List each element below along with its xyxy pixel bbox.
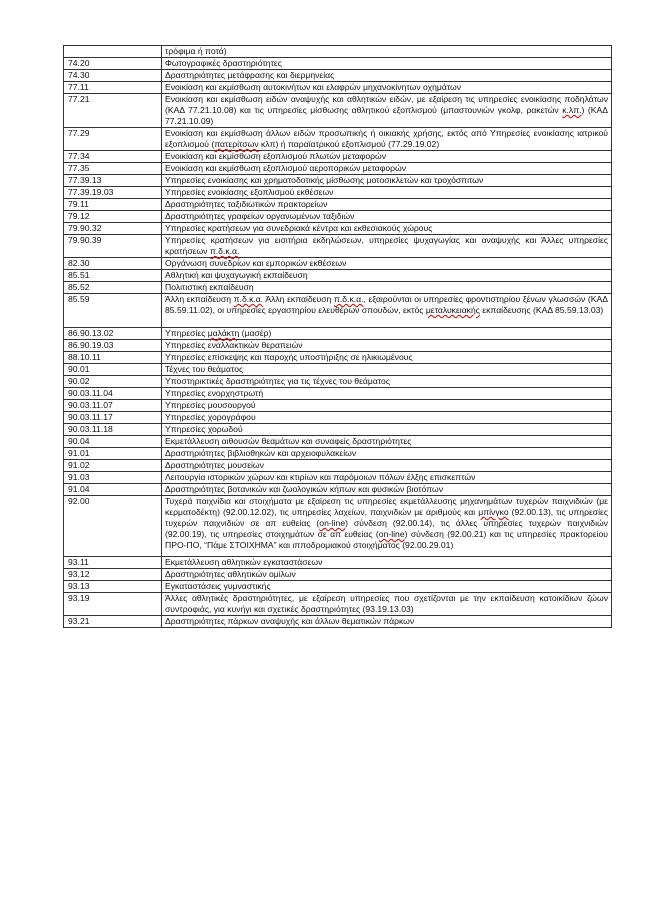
activity-description-cell: [162, 484, 612, 496]
spellcheck-flagged-text: π.δ.κ.α.: [333, 294, 364, 304]
table-row: [64, 436, 612, 448]
table-row: [64, 472, 612, 484]
activity-code-cell: 85.59: [64, 294, 162, 328]
activity-code-cell: 90.04: [64, 436, 162, 448]
table-body: [64, 46, 612, 628]
table-row: [64, 496, 612, 557]
activity-code-cell: 93.12: [64, 569, 162, 581]
table-row: [64, 258, 612, 270]
table-row: [64, 270, 612, 282]
activity-description-cell: [162, 187, 612, 199]
table-row: [64, 364, 612, 376]
activity-code-cell: 85.52: [64, 282, 162, 294]
activity-code-cell: 79.90.32: [64, 223, 162, 235]
description-text: Υπηρεσίες χορωδού: [165, 424, 243, 434]
activity-description-cell: [162, 175, 612, 187]
activity-description-cell: [162, 448, 612, 460]
activity-code-table: [63, 45, 612, 628]
activity-description-cell: [162, 328, 612, 340]
activity-description-cell: [162, 400, 612, 412]
description-text: Υπηρεσίες κρατήσεων για εισιτήρια εκδηλώσεων, υπηρεσίες ψυχαγωγίας και αναψυχής και Άλλες υπηρεσίες κρατήσεων: [165, 235, 608, 256]
description-text: Αθλητική και ψυχαγωγική εκπαίδευση: [165, 270, 308, 280]
activity-code-cell: 77.35: [64, 163, 162, 175]
description-text: Δραστηριότητες γραφείων οργανωμένων ταξιδιών: [165, 211, 355, 221]
table-row: [64, 340, 612, 352]
description-text: Υποστηρικτικές δραστηριότητες για τις τέχνες του θεάματος: [165, 376, 390, 386]
description-text: Δραστηριότητες αθλητικών ομίλων: [165, 569, 296, 579]
description-text: Υπηρεσίες κρατήσεων για συνεδριακά κέντρα και εκθεσιακούς χώρους: [165, 223, 433, 233]
activity-description-cell: [162, 211, 612, 223]
description-text: Τυχερά παιχνίδια και στοιχήματα με εξαίρεση τις υπηρεσίες εκμετάλλευσης μηχανημάτων τυχερών παιχνιδιών (με κερματοδέκτη) (92.00.12.02), τις υπηρεσίες λαχείων, παιχνιδιών με αριθμούς και: [165, 496, 608, 517]
activity-code-cell: 88.10.11: [64, 352, 162, 364]
activity-description-cell: [162, 364, 612, 376]
description-text: Δραστηριότητες βοτανικών και ζωολογικών κήπων και φυσικών βιοτόπων: [165, 484, 444, 494]
spellcheck-flagged-text: on-line: [319, 518, 346, 528]
activity-code-cell: 90.01: [64, 364, 162, 376]
activity-code-cell: 77.39.19.03: [64, 187, 162, 199]
activity-description-cell: [162, 294, 612, 328]
activity-description-cell: [162, 199, 612, 211]
table-row: [64, 163, 612, 175]
activity-code-cell: 90.03.11.07: [64, 400, 162, 412]
activity-description-cell: [162, 593, 612, 616]
description-text: ) σύνδεση (92.00.21) και τις υπηρεσίες πρακτορείου ΠΡΟ-ΠΟ, “Πάμε ΣΤΟΙΧΗΜΑ” και ιπποδρομιακού στοιχήματος (92.00.29.01): [165, 529, 608, 550]
description-text: εκπαίδευσης (ΚΑΔ 85.59.13.03): [479, 305, 604, 315]
table-row: [64, 151, 612, 163]
spellcheck-flagged-text: μαλάκτη: [207, 328, 240, 338]
spellcheck-flagged-text: κ.λπ.: [562, 105, 582, 115]
activity-description-cell: [162, 424, 612, 436]
activity-code-cell: 82.30: [64, 258, 162, 270]
table-row: [64, 388, 612, 400]
activity-description-cell: [162, 412, 612, 424]
description-text: ) σύνδεση (92.00.14), τις άλλες υπηρεσίες τυχερών παιχνιδιών (92.00.19), τις υπηρεσίες στοιχημάτων σε απ ευθείας (: [165, 518, 608, 539]
activity-code-cell: 90.03.11.18: [64, 424, 162, 436]
description-text: Εκμετάλλευση αθλητικών εγκαταστάσεων: [165, 557, 323, 567]
activity-code-cell: 77.34: [64, 151, 162, 163]
spellcheck-flagged-text: π.δ.κ.α.: [209, 246, 240, 256]
table-row: [64, 187, 612, 199]
activity-code-cell: 79.12: [64, 211, 162, 223]
description-text: Άλλη εκπαίδευση: [263, 294, 334, 304]
table-row: [64, 424, 612, 436]
activity-code-cell: 90.03.11.17: [64, 412, 162, 424]
description-text: ) (ΚΑΔ 77.21.10.09): [165, 105, 608, 126]
description-text: Υπηρεσίες ενοικίασης και χρηματοδοτικής μίσθωσης μοτοσικλετών και τροχόσπιτων: [165, 175, 484, 185]
description-text: Τέχνες του θεάματος: [165, 364, 244, 374]
spellcheck-flagged-text: π.δ.κ.α.: [233, 294, 264, 304]
table-row: [64, 328, 612, 340]
activity-description-cell: [162, 128, 612, 151]
activity-code-cell: 77.11: [64, 82, 162, 94]
description-text: Άλλη εκπαίδευση: [165, 294, 234, 304]
activity-description-cell: [162, 496, 612, 557]
activity-description-cell: [162, 163, 612, 175]
description-text: (92.00.13), τις υπηρεσίες τυχερών παιχνιδιών σε απ ευθείας (: [165, 507, 608, 528]
description-text: Υπηρεσίες ενορχηστρωτή: [165, 388, 264, 398]
activity-description-cell: [162, 151, 612, 163]
table-row: [64, 211, 612, 223]
table-row: [64, 46, 612, 58]
description-text: τρόφιμα ή ποτά): [165, 46, 227, 56]
activity-code-cell: 77.21: [64, 94, 162, 128]
activity-code-cell: 93.21: [64, 616, 162, 628]
activity-description-cell: [162, 569, 612, 581]
description-text: Υπηρεσίες χορογράφου: [165, 412, 256, 422]
activity-description-cell: [162, 557, 612, 569]
activity-code-cell: 91.02: [64, 460, 162, 472]
description-text: Ενοικίαση και εκμίσθωση αυτοκινήτων και ελαφρών μηχανοκίνητων οχημάτων: [165, 82, 462, 92]
activity-description-cell: [162, 258, 612, 270]
activity-code-cell: 77.39.13: [64, 175, 162, 187]
spellcheck-flagged-text: πατερίτσων: [214, 139, 259, 149]
activity-code-cell: 93.19: [64, 593, 162, 616]
activity-description-cell: [162, 94, 612, 128]
table-row: [64, 412, 612, 424]
activity-description-cell: [162, 82, 612, 94]
activity-description-cell: [162, 235, 612, 258]
activity-code-cell: [64, 46, 162, 58]
table-row: [64, 581, 612, 593]
activity-description-cell: [162, 388, 612, 400]
activity-description-cell: [162, 270, 612, 282]
table-row: [64, 593, 612, 616]
description-text: Υπηρεσίες εναλλακτικών θεραπειών: [165, 340, 303, 350]
activity-description-cell: [162, 340, 612, 352]
activity-description-cell: [162, 376, 612, 388]
activity-code-cell: 86.90.13.02: [64, 328, 162, 340]
activity-code-cell: 79.90.39: [64, 235, 162, 258]
description-text: Εγκαταστάσεις γυμναστικής: [165, 581, 271, 591]
table-row: [64, 460, 612, 472]
table-row: [64, 235, 612, 258]
table-row: [64, 294, 612, 328]
table-row: [64, 448, 612, 460]
activity-code-cell: 90.02: [64, 376, 162, 388]
description-text: Δραστηριότητες πάρκων αναψυχής και άλλων θεματικών πάρκων: [165, 616, 415, 626]
description-text: Δραστηριότητες μετάφρασης και διερμηνείας: [165, 70, 335, 80]
activity-description-cell: [162, 282, 612, 294]
table-row: [64, 557, 612, 569]
table-row: [64, 94, 612, 128]
activity-code-cell: 91.03: [64, 472, 162, 484]
description-text: Ενοικίαση και εκμίσθωση εξοπλισμού πλωτών μεταφορών: [165, 151, 387, 161]
activity-code-cell: 92.00: [64, 496, 162, 557]
table-row: [64, 199, 612, 211]
table-row: [64, 352, 612, 364]
description-text: Δραστηριότητες ταξιδιωτικών πρακτορείων: [165, 199, 328, 209]
table-row: [64, 282, 612, 294]
description-text: Φωτογραφικές δραστηριότητες: [165, 58, 282, 68]
table-row: [64, 175, 612, 187]
activity-description-cell: [162, 46, 612, 58]
description-text: Λειτουργία ιστορικών χώρων και κτιρίων και παρόμοιων πόλων έλξης επισκεπτών: [165, 472, 476, 482]
description-text: Δραστηριότητες μουσείων: [165, 460, 264, 470]
description-text: (μασέρ): [239, 328, 272, 338]
description-text: Υπηρεσίες ενοικίασης εξοπλισμού εκθέσεων: [165, 187, 334, 197]
description-text: Πολιτιστική εκπαίδευση: [165, 282, 254, 292]
activity-code-cell: 93.11: [64, 557, 162, 569]
activity-code-cell: 91.04: [64, 484, 162, 496]
activity-code-cell: 86.90.19.03: [64, 340, 162, 352]
activity-code-cell: 74.30: [64, 70, 162, 82]
table-row: [64, 569, 612, 581]
activity-description-cell: [162, 581, 612, 593]
activity-description-cell: [162, 58, 612, 70]
table-row: [64, 58, 612, 70]
spellcheck-flagged-text: μπίνγκο: [478, 507, 509, 517]
description-text: κλπ) ή παραϊατρικού εξοπλισμού (77.29.19.02): [258, 139, 440, 149]
activity-code-cell: 93.13: [64, 581, 162, 593]
activity-code-cell: 85.51: [64, 270, 162, 282]
activity-code-cell: 91.01: [64, 448, 162, 460]
table-row: [64, 616, 612, 628]
description-text: Ενοικίαση και εκμίσθωση άλλων ειδών προσωπικής ή οικιακής χρήσης, εκτός από Υπηρεσίες ενοικίασης ιατρικού εξοπλισμού (: [165, 128, 608, 149]
description-text: Ενοικίαση και εκμίσθωση ειδών αναψυχής και αθλητικών ειδών, με εξαίρεση τις υπηρεσίες ενοικίασης ποδηλάτων (ΚΑΔ 77.21.10.08) και τις υπηρεσίες μίσθωσης αθλητικού εξοπλισμού (μπαστουνιών γκολφ, ρακετών: [165, 94, 608, 115]
description-text: Δραστηριότητες βιβλιοθηκών και αρχειοφυλακείων: [165, 448, 357, 458]
description-text: Ενοικίαση και εκμίσθωση εξοπλισμού αεροπορικών μεταφορών: [165, 163, 407, 173]
spellcheck-flagged-text: μεταλυκειακής: [425, 305, 480, 315]
table-row: [64, 400, 612, 412]
description-text: Οργάνωση συνεδρίων και εμπορικών εκθέσεων: [165, 258, 347, 268]
activity-description-cell: [162, 223, 612, 235]
activity-description-cell: [162, 352, 612, 364]
table-row: [64, 82, 612, 94]
spellcheck-flagged-text: on-line: [378, 529, 405, 539]
activity-description-cell: [162, 436, 612, 448]
activity-code-cell: 77.29: [64, 128, 162, 151]
description-text: Υπηρεσίες μουσουργού: [165, 400, 256, 410]
table-row: [64, 376, 612, 388]
activity-code-cell: 90.03.11.04: [64, 388, 162, 400]
description-text: Υπηρεσίες επίσκεψης και παροχής υποστήριξης σε ηλικιωμένους: [165, 352, 413, 362]
table-row: [64, 70, 612, 82]
activity-description-cell: [162, 472, 612, 484]
description-text: Εκμετάλλευση αιθουσών θεαμάτων και συναφείς δραστηριότητες: [165, 436, 412, 446]
activity-description-cell: [162, 616, 612, 628]
activity-description-cell: [162, 460, 612, 472]
description-text: Υπηρεσίες: [165, 328, 208, 338]
description-text: , εξαιρούνται οι υπηρεσίες φροντιστηρίου ξένων γλωσσών (ΚΑΔ 85.59.11.02), οι υπηρεσίες εργαστηρίου ελευθέρων σπουδών, εκτός: [165, 294, 608, 315]
table-row: [64, 128, 612, 151]
activity-code-cell: 79.11: [64, 199, 162, 211]
table-row: [64, 223, 612, 235]
description-text: Άλλες αθλητικές δραστηριότητες, με εξαίρεση υπηρεσίες που σχετίζονται με την εκπαίδευση κατοικίδιων ζώων συντροφιάς, για κυνήγι και σχετικές δραστηριότητες (93.19.13.03): [165, 593, 608, 614]
activity-description-cell: [162, 70, 612, 82]
activity-code-cell: 74.20: [64, 58, 162, 70]
table-row: [64, 484, 612, 496]
